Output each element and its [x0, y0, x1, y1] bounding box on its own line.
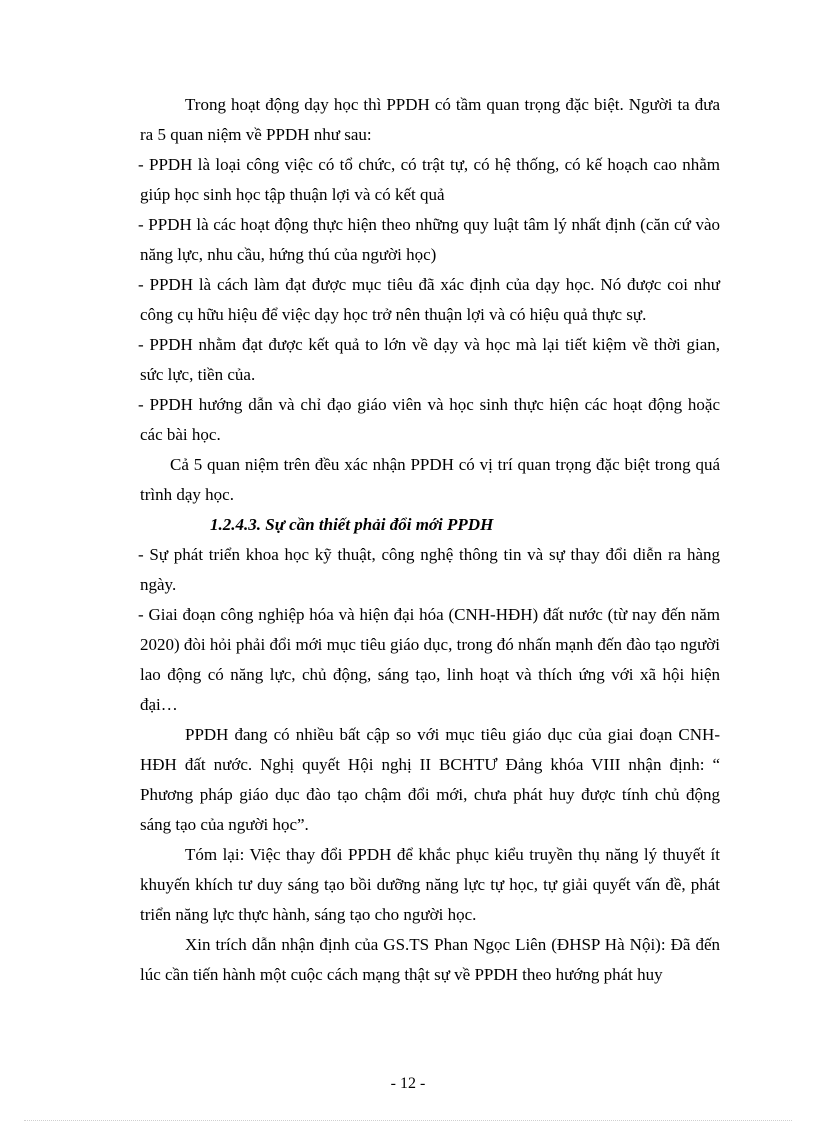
paragraph-concept-1: - PPDH là loại công việc có tổ chức, có trật tự, có hệ thống, có kế hoạch cao nhằm giúp học sinh học tập thuận lợi và có kết quả	[138, 155, 720, 204]
paragraph-conclusion: Tóm lại: Việc thay đổi PPDH để khắc phục kiểu truyền thụ năng lý thuyết ít khuyến khích tư duy sáng tạo bồi dưỡng năng lực tự học, tự giải quyết vấn đề, phát triển năng lực thực hành, sáng tạo cho người học.	[140, 845, 720, 924]
paragraph-concept-4: - PPDH nhằm đạt được kết quả to lớn về dạy và học mà lại tiết kiệm về thời gian, sức lực, tiền của.	[138, 335, 720, 384]
paragraph-reason-1: - Sự phát triển khoa học kỹ thuật, công nghệ thông tin và sự thay đổi diễn ra hàng ngày.	[138, 545, 720, 594]
page-body	[140, 90, 720, 990]
paragraph-concept-5: - PPDH hướng dẫn và chỉ đạo giáo viên và học sinh thực hiện các hoạt động hoặc các bài học.	[138, 395, 720, 444]
paragraph-intro: Trong hoạt động dạy học thì PPDH có tầm quan trọng đặc biệt. Người ta đưa ra 5 quan niệm về PPDH như sau:	[140, 95, 720, 144]
section-heading: 1.2.4.3. Sự cần thiết phải đổi mới PPDH	[210, 515, 494, 534]
paragraph-summary: Cả 5 quan niệm trên đều xác nhận PPDH có vị trí quan trọng đặc biệt trong quá trình dạy học.	[140, 455, 720, 504]
paragraph-quote: Xin trích dẫn nhận định của GS.TS Phan Ngọc Liên (ĐHSP Hà Nội): Đã đến lúc cần tiến hành một cuộc cách mạng thật sự về PPDH theo hướng phát huy	[140, 935, 720, 984]
paragraph-concept-3: - PPDH là cách làm đạt được mục tiêu đã xác định của dạy học. Nó được coi như công cụ hữu hiệu để việc dạy học trở nên thuận lợi và có hiệu quả thực sự.	[138, 275, 720, 324]
paragraph-shortcomings: PPDH đang có nhiều bất cập so với mục tiêu giáo dục của giai đoạn CNH-HĐH đất nước. Nghị quyết Hội nghị II BCHTƯ Đảng khóa VIII nhận định: “ Phương pháp giáo dục đào tạo chậm đổi mới, chưa phát huy được tính chủ động sáng tạo của người học”.	[140, 725, 720, 834]
paragraph-concept-2: - PPDH là các hoạt động thực hiện theo những quy luật tâm lý nhất định (căn cứ vào năng lực, nhu cầu, hứng thú của người học)	[138, 215, 720, 264]
page-bottom-divider	[24, 1120, 792, 1121]
paragraph-reason-2: - Giai đoạn công nghiệp hóa và hiện đại hóa (CNH-HĐH) đất nước (từ nay đến năm 2020) đòi hỏi phải đổi mới mục tiêu giáo dục, trong đó nhấn mạnh đến đào tạo người lao động có năng lực, chủ động, sáng tạo, linh hoạt và thích ứng với xã hội hiện đại…	[138, 605, 720, 714]
page-number: - 12 -	[390, 1075, 426, 1092]
